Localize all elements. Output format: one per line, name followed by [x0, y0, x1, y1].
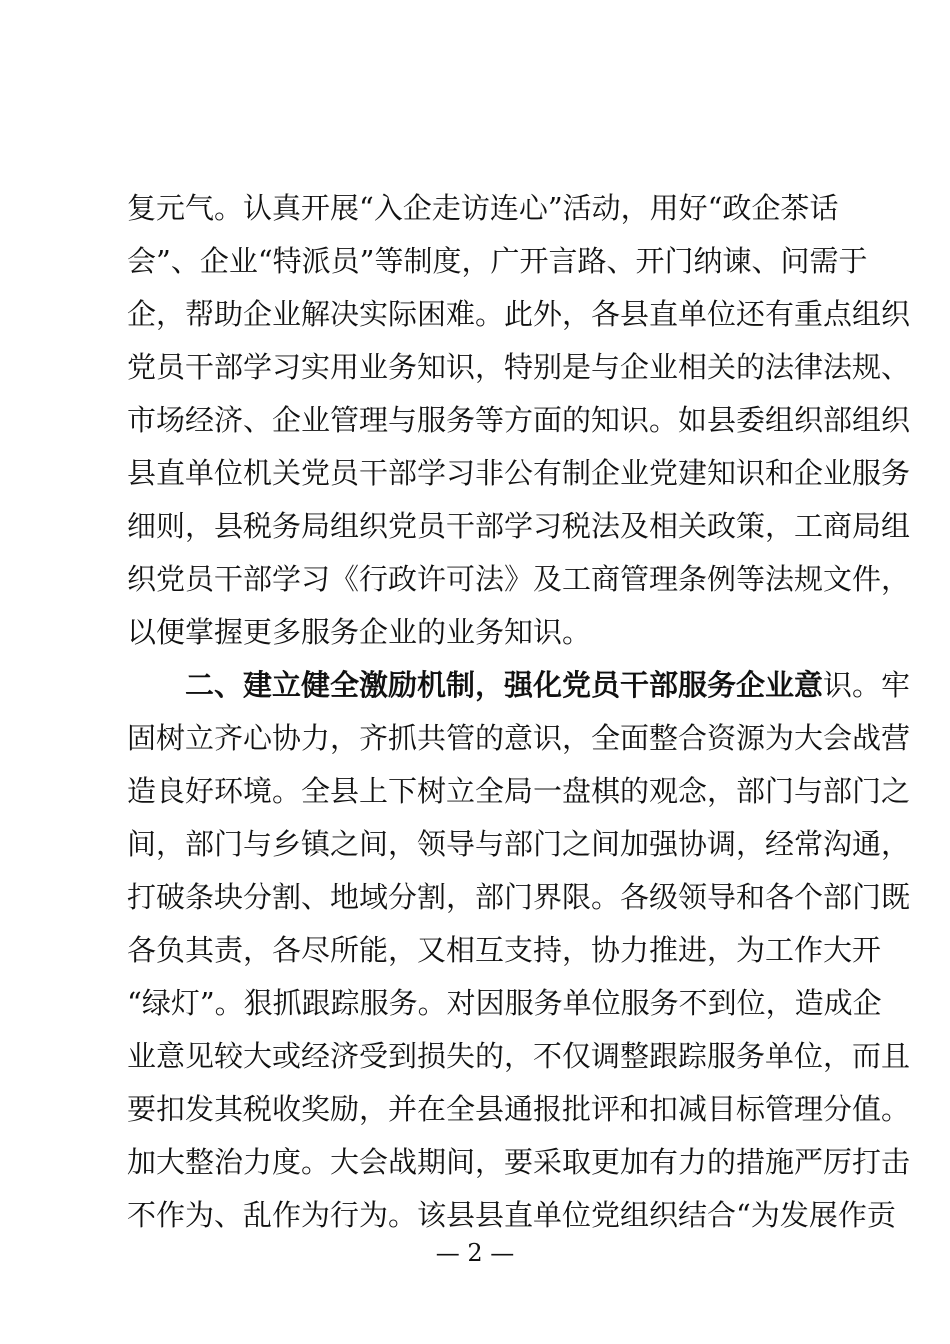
- text-line: 以便掌握更多服务企业的业务知识。: [127, 615, 592, 649]
- paragraph-continuation: [127, 182, 911, 659]
- page-number: — 2 —: [435, 1239, 515, 1267]
- text-line: 党员干部学习实用业务知识，特别是与企业相关的法律法规、: [127, 350, 911, 384]
- text-line: 各负其责，各尽所能，又相互支持，协力推进，为工作大开: [127, 933, 882, 967]
- text-line: “绿灯”。狠抓跟踪服务。对因服务单位服务不到位，造成企: [127, 986, 882, 1020]
- text-line: 市场经济、企业管理与服务等方面的知识。如县委组织部组织: [127, 403, 911, 437]
- text-line: 会”、企业“特派员”等制度，广开言路、开门纳谏、问需于: [127, 244, 868, 278]
- paragraph-section-two: [127, 659, 911, 1242]
- text-line: 要扣发其税收奖励，并在全县通报批评和扣减目标管理分值。: [127, 1092, 911, 1126]
- document-body: [127, 182, 911, 1242]
- text-line: 企，帮助企业解决实际困难。此外，各县直单位还有重点组织: [127, 297, 911, 331]
- text-line: 织党员干部学习《行政许可法》及工商管理条例等法规文件，: [127, 562, 911, 596]
- heading-line-rest: 识。牢: [823, 668, 911, 702]
- text-line: 业意见较大或经济受到损失的，不仅调整跟踪服务单位，而且: [127, 1039, 911, 1073]
- text-line: 加大整治力度。大会战期间，要采取更加有力的措施严厉打击: [127, 1145, 911, 1179]
- text-line: 固树立齐心协力，齐抓共管的意识，全面整合资源为大会战营: [127, 721, 911, 755]
- text-line: 打破条块分割、地域分割，部门界限。各级领导和各个部门既: [127, 880, 911, 914]
- text-line: 复元气。认真开展“入企走访连心”活动，用好“政企茶话: [127, 191, 839, 225]
- text-line: 造良好环境。全县上下树立全局一盘棋的观念，部门与部门之: [127, 774, 911, 808]
- text-line: 不作为、乱作为行为。该县县直单位党组织结合“为发展作贡: [127, 1198, 896, 1232]
- section-heading-line: [127, 659, 911, 712]
- text-line: 细则，县税务局组织党员干部学习税法及相关政策，工商局组: [127, 509, 911, 543]
- text-line: 间，部门与乡镇之间，领导与部门之间加强协调，经常沟通，: [127, 827, 911, 861]
- text-line: 县直单位机关党员干部学习非公有制企业党建知识和企业服务: [127, 456, 911, 490]
- section-heading: 二、建立健全激励机制，强化党员干部服务企业意: [185, 668, 824, 702]
